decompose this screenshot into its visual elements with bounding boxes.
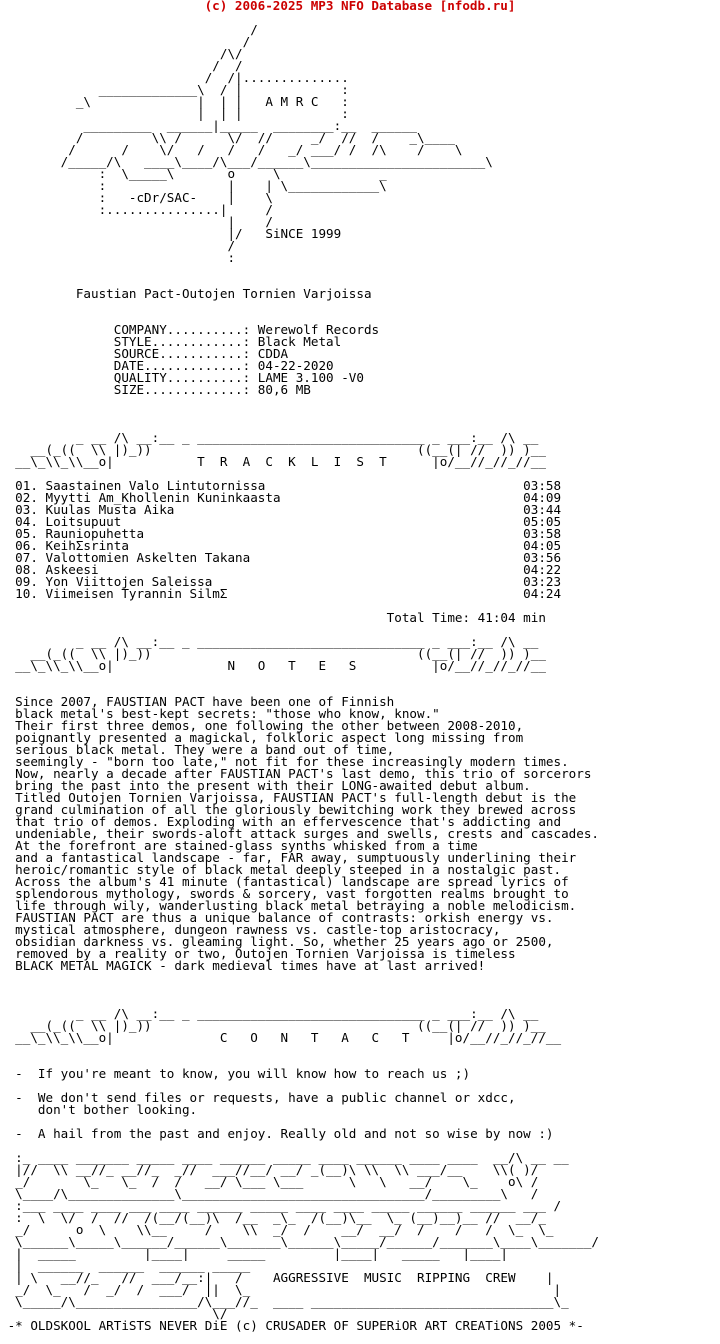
nfo-line: |// \\ __//_ __//_ _// ___//__/ __/ _(__)\ \\ \\ ___/__ \\( )/ [0,1162,539,1177]
nfo-line: mystical atmosphere, dungeon rawness vs. castle-top aristocracy, [0,922,501,937]
nfo-line: : \ \/ / // /(__/(__)\ /__ _\_ /(__)\__ \_ (__)__)__ // __/_ [0,1210,546,1225]
nfo-line: life through wily, wanderlusting black metal betraying a noble melodicism. [0,898,577,913]
nfo-line: 08. Askeesi 04:22 [0,562,562,577]
nfo-line: / [0,22,258,37]
nfo-line: __(_(( \\ |)_)) ((__(| // )) )__ [0,442,546,457]
nfo-line: : [0,250,236,265]
nfo-line: __\_\\_\\__o| C O N T A C T |o/__//_//_//__ [0,1030,562,1045]
nfo-line: _ __ /\ __:__ _ ______________________________ _ ___:__ /\ __ [0,1006,539,1021]
nfo-line: Total Time: 41:04 min [0,610,546,625]
nfo-line: __(_(( \\ |)_)) ((__(| // )) )__ [0,1018,546,1033]
nfo-line: 02. Myytti Am_Khollenin Kuninkaasta 04:09 [0,490,562,505]
nfo-line: don't bother looking. [0,1102,198,1117]
nfo-line: : | | \____________\ [0,178,387,193]
nfo-line: \______\_____\______/______\_______\______\_____/______/_______\____\_______/ [0,1234,599,1249]
nfo-line: __(_(( \\ |)_)) ((__(| // )) )__ [0,646,546,661]
nfo-line: STYLE............: Black Metal [0,334,342,349]
nfo-line: seemingly - "born too late," not fit for these increasingly modern times. [0,754,569,769]
nfo-line: that trio of demos. Exploding with an effervescence that's addicting and [0,814,562,829]
nfo-line: _________ ______|_____ ________:__ ______ [0,118,418,133]
nfo-line: 04. Loitsupuut 05:05 [0,514,562,529]
nfo-line: Titled Outojen Tornien Varjoissa, FAUSTIAN PACT's full-length debut is the [0,790,577,805]
nfo-line: | _____ |____| _____ |____| _____ |____| [0,1246,508,1261]
nfo-line: / [0,34,251,49]
nfo-line: Their first three demos, one following the other between 2008-2010, [0,718,524,733]
nfo-line: Faustian Pact-Outojen Tornien Varjoissa [0,286,372,301]
nfo-line: undeniable, their swords-aloft attack surges and swells, crests and cascades. [0,826,599,841]
nfo-line: splendorous mythology, swords & sorcery, vast forgotten realms brought to [0,886,569,901]
nfo-line: BLACK METAL MAGICK - dark medieval times have at last arrived! [0,958,486,973]
nfo-line: SOURCE...........: CDDA [0,346,289,361]
nfo-line: _ __ /\ __:__ _ ______________________________ _ ___:__ /\ __ [0,634,539,649]
nfo-line: 09. Yon Viittojen Saleissa 03:23 [0,574,562,589]
nfo-line: DATE.............: 04-22-2020 [0,358,334,373]
nfo-line: black metal's best-kept secrets: "those who know, know." [0,706,440,721]
nfo-line: : \_____\ o \ _ [0,166,387,181]
nfo-line: \_____/\________________/\___//_ ____ ________________________________\_ [0,1294,569,1309]
nfo-line: / \\ / \/ // _/ // / _\____ [0,130,455,145]
nfo-line: Since 2007, FAUSTIAN PACT have been one of Finnish [0,694,395,709]
nfo-line: removed by a reality or two, Outojen Tornien Varjoissa is timeless [0,946,516,961]
nfo-line: :_ ____ _______ _____ ____ ______ _____ ____ ______ ____ ____ __/\ __ __ [0,1150,569,1165]
nfo-line: /\/ [0,46,243,61]
nfo-line: - We don't send files or requests, have a public channel or xdcc, [0,1090,516,1105]
nfo-line: and a fantastical landscape - far, FAR away, sumptuously underlining their [0,850,577,865]
nfo-line: :...............| / [0,202,273,217]
nfo-line: / / \/ / / / _/ ___/ / /\ / \ [0,142,463,157]
nfo-line: __\_\\_\\__o| T R A C K L I S T |o/__//_//_//__ [0,454,546,469]
nfo-line: _____________\ / | : [0,82,349,97]
nfo-line: Now, nearly a decade after FAUSTIAN PACT's last demo, this trio of sorcerors [0,766,592,781]
nfo-line: QUALITY..........: LAME 3.100 -V0 [0,370,364,385]
nfo-line: 10. Viimeisen Tyrannin SilmΣ 04:24 [0,586,562,601]
nfo-line: poignantly presented a magickal, folkloric aspect long missing from [0,730,524,745]
nfo-line: /_____/\ ____\____/\___/______\_______________________\ [0,154,493,169]
nfo-line: _/ o \ \\__ / \\ _/ / __/ __/ / / / \_ \_ [0,1222,554,1237]
nfo-line: 01. Saastainen Valo Lintutornissa 03:58 [0,478,562,493]
header-banner[interactable]: (c) 2006-2025 MP3 NFO Database [nfodb.ru] [204,0,516,13]
nfo-line: SIZE.............: 80,6 MB [0,382,311,397]
nfo-line: _\ | | | A M R C : [0,94,349,109]
nfo-line: COMPANY..........: Werewolf Records [0,322,380,337]
nfo-line: / /|.............. [0,70,349,85]
nfo-line: Across the album's 41 minute (fantastical) landscape are spread lyrics of [0,874,569,889]
nfo-line: heroic/romantic style of black metal deeply steeped in a nostalgic past. [0,862,562,877]
nfo-line: \/ [0,1306,228,1321]
nfo-line: |/ SiNCE 1999 [0,226,342,241]
nfo-line: grand culmination of all the gloriously bewitching work they brewed across [0,802,577,817]
nfo-line: _/ \_ / _/ / ___/ || \_ | [0,1282,562,1297]
nfo-line: \____/\______________\________________________________/_________\ / [0,1186,539,1201]
nfo-line: 03. Kuulas Musta Aika 03:44 [0,502,562,517]
nfo-line: - A hail from the past and enjoy. Really old and not so wise by now :) [0,1126,554,1141]
nfo-line: -* OLDSKOOL ARTiSTS NEVER DiE (c) CRUSADER OF SUPERiOR ART CREATiONS 2005 *- [0,1318,584,1333]
nfo-line: obsidian darkness vs. gleaming light. So, whether 25 years ago or 2500, [0,934,554,949]
nfo-line: serious black metal. They were a band out of time, [0,742,395,757]
nfo-line: bring the past into the present with their LONG-awaited debut album. [0,778,531,793]
nfo-line: | \ __//_ // ___/__:| / AGGRESSIVE MUSIC RIPPING CREW | [0,1270,554,1285]
nfo-line: 05. Rauniopuhetta 03:58 [0,526,562,541]
nfo-line: / [0,238,236,253]
nfo-line: | / [0,214,273,229]
nfo-line: At the forefront are stained-glass synths whisked from a time [0,838,478,853]
nfo-line: | ______ ______ ______ _____ [0,1258,251,1273]
nfo-line: :___ ____ ____ ___ ____ ______ _____ ____ ____ _____ ______ ______ ___ / [0,1198,562,1213]
nfo-line: | | | : [0,106,349,121]
nfo-line: 07. Valottomien Askelten Takana 03:56 [0,550,562,565]
nfo-line: _ __ /\ __:__ _ ______________________________ _ ___:__ /\ __ [0,430,539,445]
nfo-line: : -cDr/SAC- | \ [0,190,273,205]
nfo-line: FAUSTIAN PACT are thus a unique balance of contrasts: orkish energy vs. [0,910,554,925]
nfo-line: _/ \_ \_ / / __/ \___ \___ \ \ __/ \_ o\ / [0,1174,539,1189]
nfo-line: __\_\\_\\__o| N O T E S |o/__//_//_//__ [0,658,546,673]
nfo-line: 06. KeihΣsrinta 04:05 [0,538,562,553]
nfo-line: / / [0,58,243,73]
nfo-line: - If you're meant to know, you will know how to reach us ;) [0,1066,471,1081]
